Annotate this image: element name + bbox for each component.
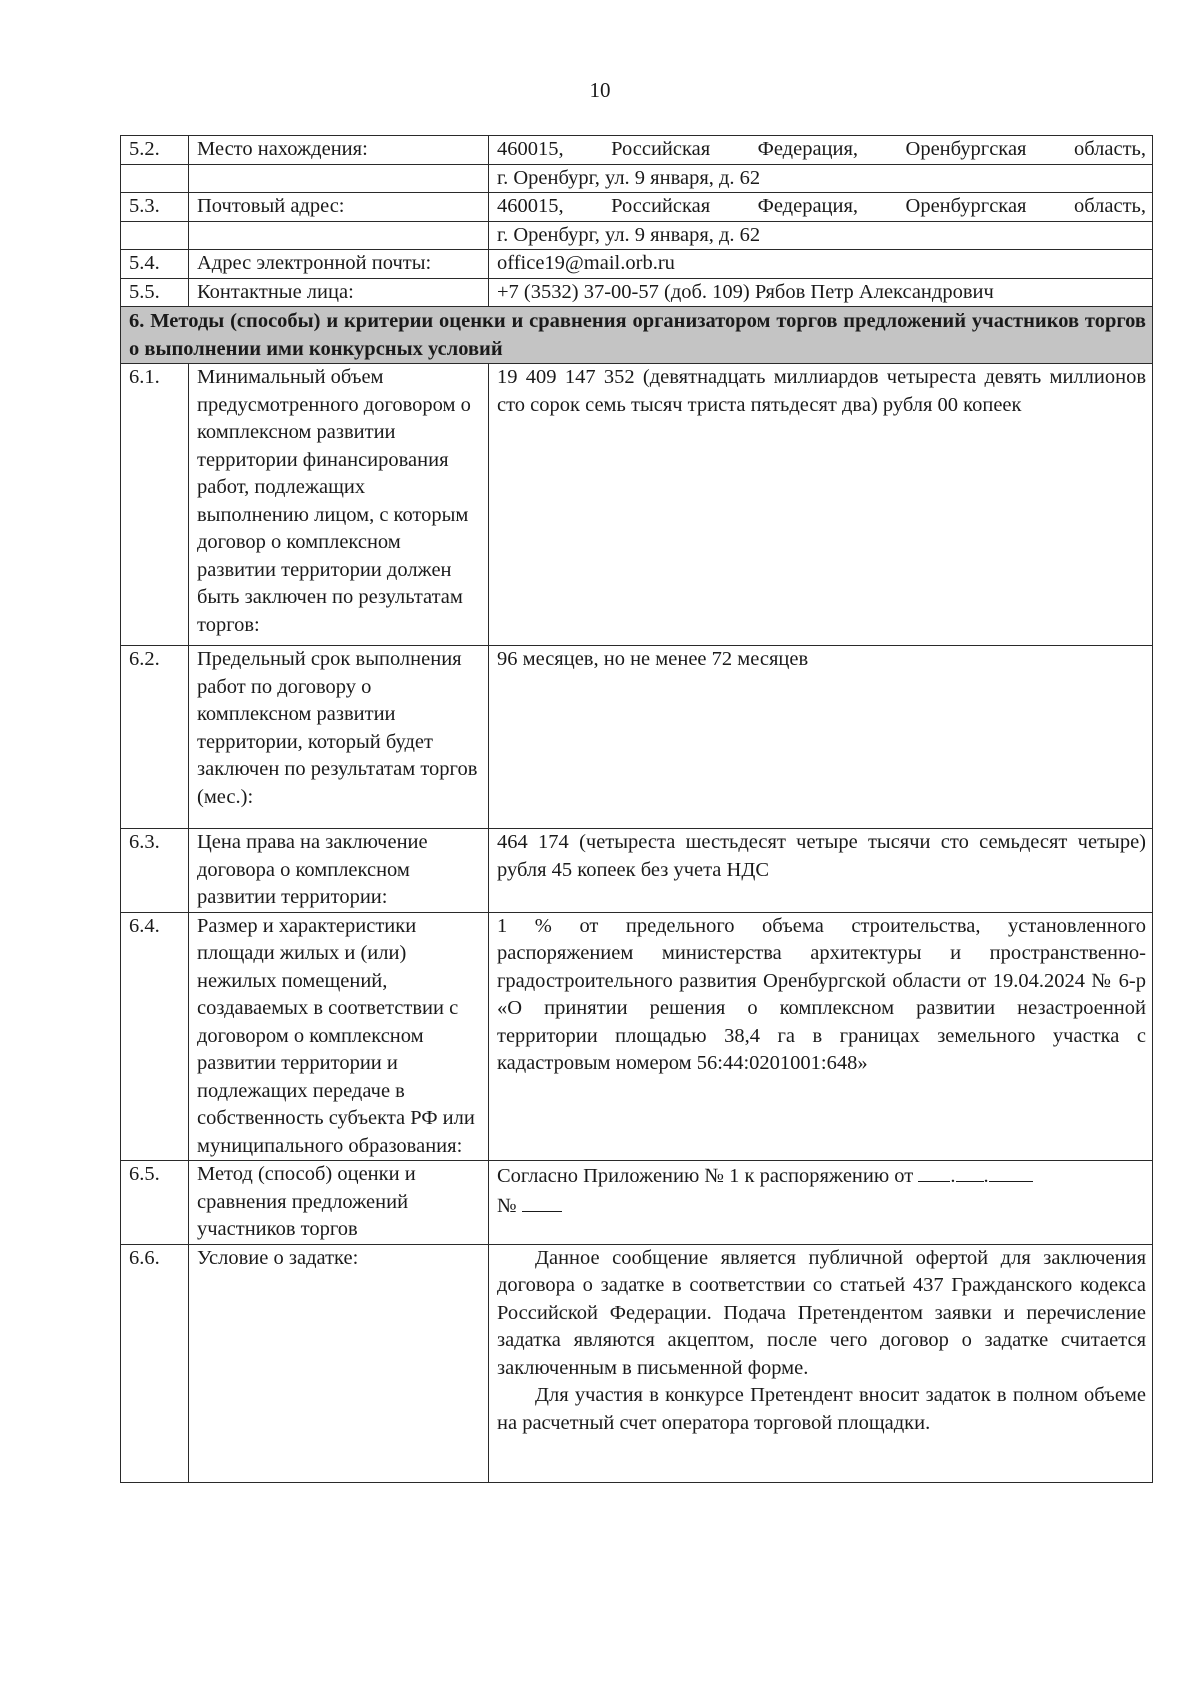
- row-number: 5.2.: [121, 136, 189, 165]
- table-row-continued: [121, 221, 1153, 250]
- table-row: [121, 912, 1153, 1161]
- row-label: Место нахождения:: [189, 136, 489, 165]
- row-number: 6.2.: [121, 646, 189, 829]
- section-header-row: [121, 307, 1153, 364]
- row-value: Согласно Приложению № 1 к распоряжению от . . №: [489, 1161, 1153, 1245]
- row-label: Адрес электронной почты:: [189, 250, 489, 279]
- row-number: 6.1.: [121, 364, 189, 646]
- deposit-paragraph-1: Данное сообщение является публичной офертой для заключения договора о задатке в соответствии со статьей 437 Гражданского кодекса Российской Федерации. Подача Претендентом заявки и перечисление задатка являются акцептом, после чего договор о задатке считается заключенным в письменной форме.: [497, 1246, 1146, 1379]
- value-line: 460015, Российская Федерация, Оренбургская область,: [497, 138, 1146, 160]
- auction-info-table: [120, 135, 1153, 1483]
- blank-month: [956, 1161, 984, 1182]
- blank-number: [522, 1191, 562, 1212]
- row-label: Почтовый адрес:: [189, 193, 489, 222]
- row-label: Условие о задатке:: [189, 1244, 489, 1482]
- blank-year: [989, 1161, 1033, 1182]
- row-number: 6.5.: [121, 1161, 189, 1245]
- row-label: Цена права на заключение договора о комплексном развитии территории:: [189, 829, 489, 913]
- row-value: [489, 1244, 1153, 1482]
- deposit-paragraph-2: Для участия в конкурсе Претендент вносит задаток в полном объеме на расчетный счет оператора торговой площадки.: [497, 1384, 1146, 1434]
- table-row: [121, 1244, 1153, 1482]
- row-value: 1 % от предельного объема строительства, установленного распоряжением министерства архитектуры и пространственно-градостроительного развития Оренбургской области от 19.04.2024 № 6-р «О принятии решения о комплексном развитии незастроенной территории площадью 38,4 га в границах земельного участка с кадастровым номером 56:44:0201001:648»: [489, 912, 1153, 1161]
- value-prefix: Согласно Приложению № 1 к распоряжению от: [497, 1165, 914, 1187]
- table-row: [121, 193, 1153, 222]
- blank-day: [918, 1161, 950, 1182]
- row-value-line-2: г. Оренбург, ул. 9 января, д. 62: [489, 221, 1153, 250]
- table-row: [121, 1161, 1153, 1245]
- section-6-title: 6. Методы (способы) и критерии оценки и сравнения организатором торгов предложений участников торгов о выполнении ими конкурсных условий: [121, 307, 1153, 364]
- row-value: [489, 136, 1153, 165]
- value-number-label: №: [497, 1194, 517, 1217]
- row-label: Предельный срок выполнения работ по договору о комплексном развитии территории, который будет заключен по результатам торгов (мес.):: [189, 646, 489, 829]
- row-number: 5.4.: [121, 250, 189, 279]
- page-number: 10: [589, 78, 611, 102]
- row-label: Размер и характеристики площади жилых и (или) нежилых помещений, создаваемых в соответствии с договором о комплексном развитии территории и подлежащих передаче в собственность субъекта РФ или муниципального образования:: [189, 912, 489, 1161]
- row-label: Минимальный объем предусмотренного договором о комплексном развитии территории финансирования работ, подлежащих выполнению лицом, с которым договор о комплексном развитии территории должен быть заключен по результатам торгов:: [189, 364, 489, 646]
- table-row: [121, 278, 1153, 307]
- row-value: 19 409 147 352 (девятнадцать миллиардов четыреста девять миллионов сто сорок семь тысяч триста пятьдесят два) рубля 00 копеек: [489, 364, 1153, 646]
- table-row: [121, 250, 1153, 279]
- row-number: 6.4.: [121, 912, 189, 1161]
- row-value: [489, 193, 1153, 222]
- row-label: Контактные лица:: [189, 278, 489, 307]
- row-value: 464 174 (четыреста шестьдесят четыре тысячи сто семьдесят четыре) рубля 45 копеек без учета НДС: [489, 829, 1153, 913]
- table-row: [121, 136, 1153, 165]
- email-value: office19@mail.orb.ru: [489, 250, 1153, 279]
- row-number: 6.6.: [121, 1244, 189, 1482]
- value-line: 460015, Российская Федерация, Оренбургская область,: [497, 195, 1146, 217]
- contact-value: +7 (3532) 37-00-57 (доб. 109) Рябов Петр Александрович: [489, 278, 1153, 307]
- row-value-line-2: г. Оренбург, ул. 9 января, д. 62: [489, 164, 1153, 193]
- table-row: [121, 646, 1153, 829]
- row-number: 6.3.: [121, 829, 189, 913]
- row-number: 5.3.: [121, 193, 189, 222]
- row-number: 5.5.: [121, 278, 189, 307]
- table-row: [121, 829, 1153, 913]
- table-row: [121, 364, 1153, 646]
- table-row-continued: [121, 164, 1153, 193]
- row-value: 96 месяцев, но не менее 72 месяцев: [489, 646, 1153, 829]
- row-label: Метод (способ) оценки и сравнения предложений участников торгов: [189, 1161, 489, 1245]
